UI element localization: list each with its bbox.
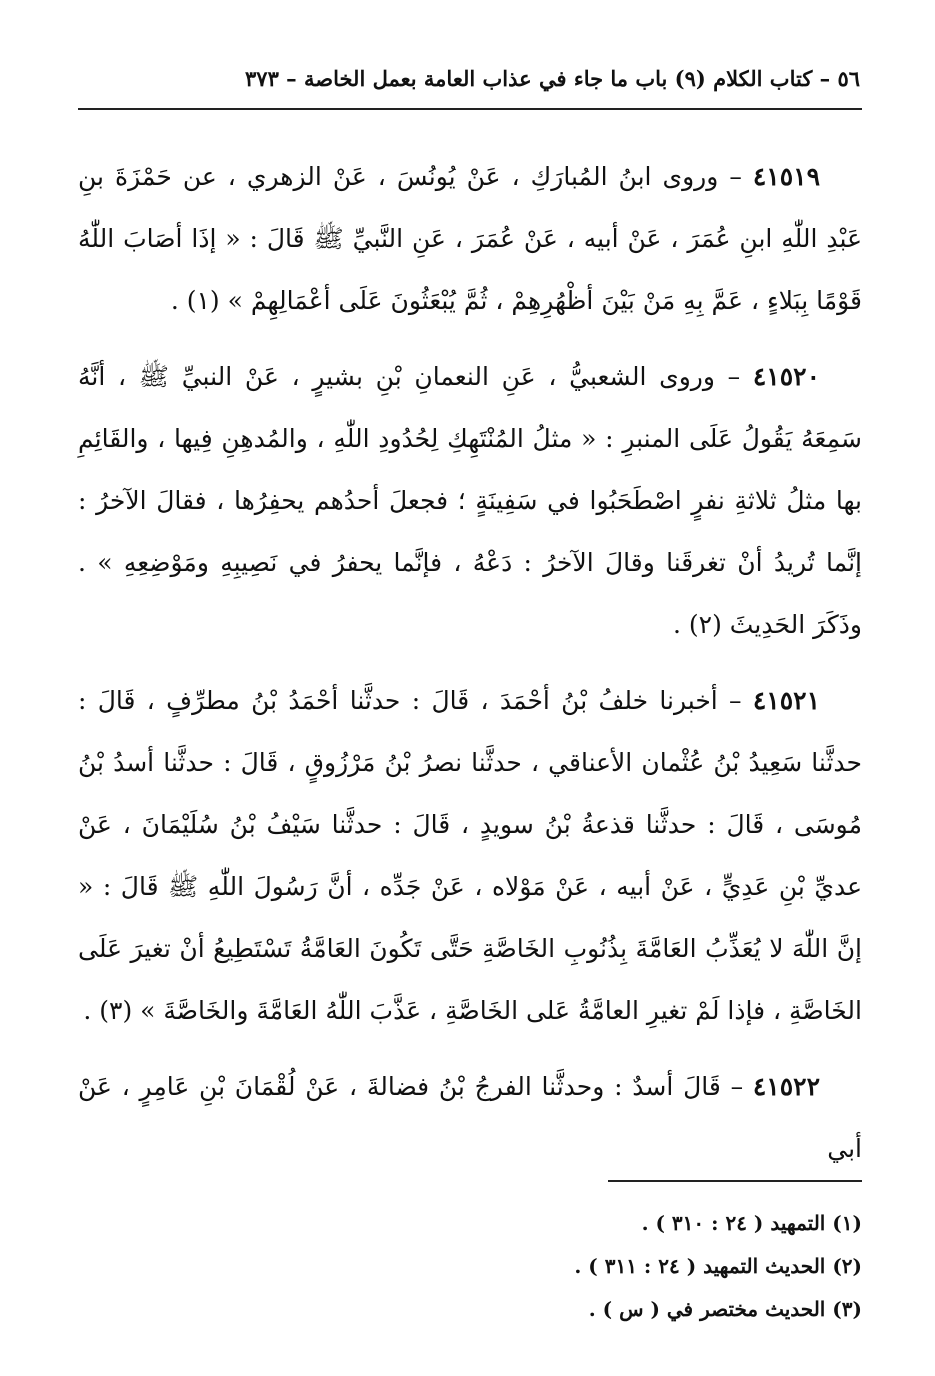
footnote-1: (١) التمهيد ( ٢٤ : ٣١٠ ) . (641, 1211, 862, 1235)
hadith-paragraph (78, 346, 862, 656)
hadith-number: ٤١٥١٩ (752, 162, 821, 191)
hadith-text: – وروى ابنُ المُبارَكِ ، عَنْ يُونُسَ ، عَنْ الزهري ، عن حَمْزَةَ بنِ عَبْدِ اللّٰهِ ابنِ عُمَرَ ، عَنْ أبيه ، عَنْ عُمَرَ ، عَنِ النَّبيِّ ﷺ قَالَ : « إذَا أصَابَ اللّٰهُ قَوْمًا بِبَلاءٍ ، عَمَّ بِهِ مَنْ بَيْنَ أظْهُرِهِمْ ، ثُمَّ يُبْعَثُونَ عَلَى أعْمَالِهِمْ » (١) . (78, 162, 862, 315)
footnote-2: (٢) الحديث التمهيد ( ٢٤ : ٣١١ ) . (574, 1254, 862, 1278)
footnote-divider (608, 1180, 862, 1182)
hadith-text: – وروى الشعبيُّ ، عَنِ النعمانِ بْنِ بشيرٍ ، عَنْ النبيِّ ﷺ ، أنَّهُ سَمِعَهُ يَقُولُ عَلَى المنبرِ : « مثلُ المُنْتَهِكِ لِحُدُودِ اللّٰهِ ، والمُدهِنِ فِيها ، والقَائِمِ بها مثلُ ثلاثةِ نفرٍ اصْطَحَبُوا في سَفِينَةٍ ؛ فجعلَ أحدُهم يحفِرُها ، فقالَ الآخرُ : إنَّما تُريدُ أنْ تغرقَنا وقالَ الآخرُ : دَعْهُ ، فإنَّما يحفرُ في نَصِيبِهِ ومَوْضِعِهِ » . وذَكَرَ الحَدِيثَ (٢) . (78, 362, 862, 639)
footnotes (78, 1202, 862, 1331)
book-page (78, 62, 862, 1352)
hadith-number: ٤١٥٢٢ (752, 1072, 820, 1101)
hadith-text: – أخبرنا خلفُ بْنُ أحْمَدَ ، قَالَ : حدثَّنا أحْمَدُ بْنُ مطرِّفٍ ، قَالَ : حدثَّنا سَعِيدُ بْنُ عُثْمان الأعناقي ، حدثَّنا نصرُ بْنُ مَرْزُوقٍ ، قَالَ : حدثَّنا أسدُ بْنُ مُوسَى ، قَالَ : حدثَّنا قذعةُ بْنُ سويدٍ ، قَالَ : حدثَّنا سَيْفُ بْنُ سُلَيْمَانَ ، عَنْ عديِّ بْنِ عَدِيٍّ ، عَنْ أبيه ، عَنْ مَوْلاه ، عَنْ جَدِّه ، أنَّ رَسُولَ اللّٰهِ ﷺ قَالَ : « إنَّ اللّٰهَ لا يُعَذِّبُ العَامَّةَ بِذُنُوبِ الخَاصَّةِ حَتَّى تَكُونَ العَامَّةُ تَسْتَطِيعُ أنْ تغيرَ عَلَى الخَاصَّةِ ، فإذا لَمْ تغيرِ العامَّةُ عَلى الخَاصَّةِ ، عَذَّبَ اللّٰهُ العَامَّةَ والخَاصَّةَ » (٣) . (78, 686, 862, 1025)
footnote-3: (٣) الحديث مختصر في ( س ) . (588, 1297, 862, 1321)
hadith-paragraph (78, 146, 862, 332)
running-header (78, 62, 862, 110)
hadith-paragraph (78, 670, 862, 1042)
main-text (78, 146, 862, 1180)
hadith-paragraph (78, 1056, 862, 1180)
hadith-number: ٤١٥٢٠ (752, 362, 820, 391)
running-header-title: ٥٦ – كتاب الكلام (٩) باب ما جاء في عذاب العامة بعمل الخاصة – ٣٧٣ (245, 66, 860, 91)
hadith-text: – قَالَ أسدٌ : وحدثَّنا الفرجُ بْنُ فضالةَ ، عَنْ لُقْمَانَ بْنِ عَامِرٍ ، عَنْ أبي (78, 1072, 862, 1163)
hadith-number: ٤١٥٢١ (752, 686, 821, 715)
